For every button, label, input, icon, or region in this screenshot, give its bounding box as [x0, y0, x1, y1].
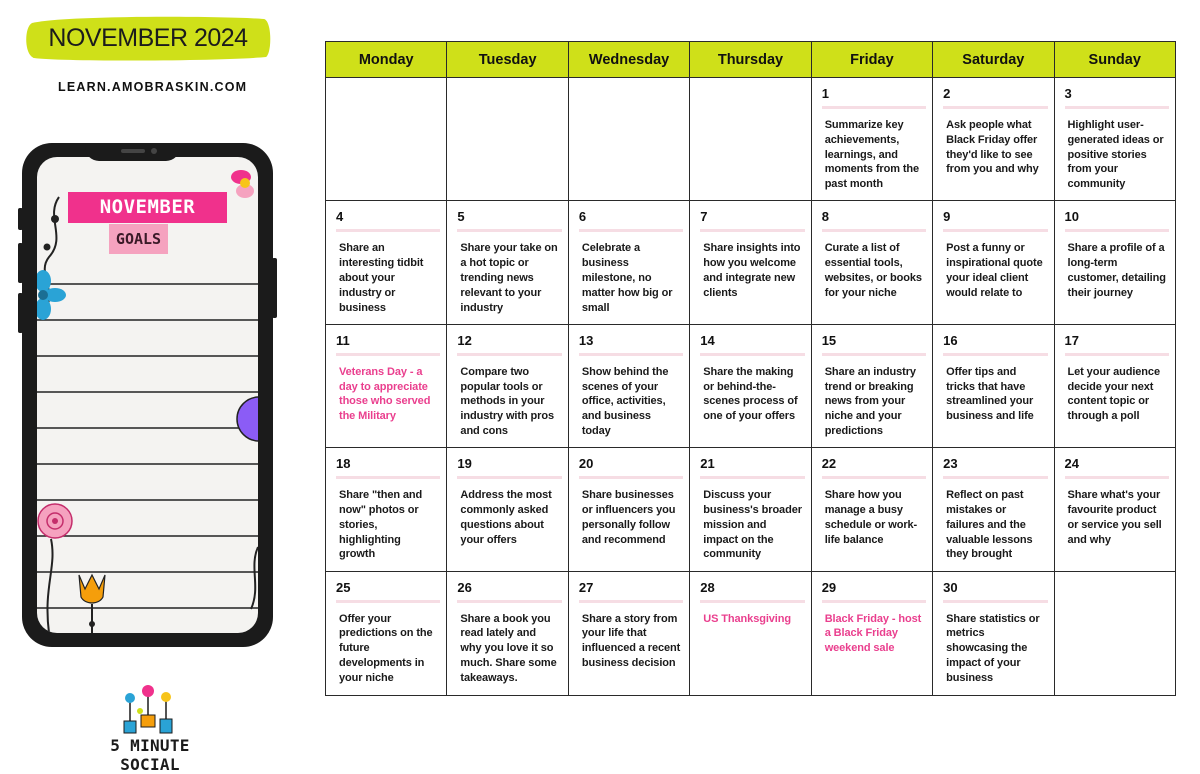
- content-idea: Share statistics or metrics showcasing the impact of your business: [946, 612, 1040, 684]
- day-divider: [822, 600, 926, 603]
- day-number: 9: [943, 209, 951, 225]
- content-idea: Highlight user-generated ideas or positive stories from your community: [1067, 119, 1164, 191]
- phone-button: [18, 243, 23, 283]
- day-number: 7: [700, 209, 708, 225]
- calendar-week: [326, 325, 1175, 448]
- day-number: 23: [943, 456, 958, 472]
- day-number: 27: [578, 579, 594, 595]
- weekday-tuesday: Tuesday: [447, 42, 568, 78]
- day-cell: [326, 448, 447, 571]
- day-cell: [690, 572, 811, 695]
- day-cell: [933, 572, 1054, 695]
- day-divider: [700, 353, 804, 356]
- day-number: 20: [578, 456, 594, 472]
- content-idea: Reflect on past mistakes or failures and the valuable lessons they brought: [946, 489, 1033, 561]
- flower-pots-icon: [120, 683, 180, 735]
- day-cell: [569, 201, 690, 324]
- content-idea: Post a funny or inspirational quote your ideal client would relate to: [946, 242, 1043, 299]
- weekday-monday: Monday: [326, 42, 447, 78]
- day-divider: [579, 476, 683, 479]
- day-number: 18: [336, 456, 351, 472]
- day-divider: [943, 229, 1047, 232]
- day-cell: [812, 325, 933, 448]
- day-divider: [700, 229, 804, 232]
- day-cell: [447, 572, 568, 695]
- content-idea: Share a book you read lately and why you love it so much. Share some takeaways.: [460, 612, 557, 684]
- weekday-wednesday: Wednesday: [569, 42, 690, 78]
- day-divider: [1065, 353, 1169, 356]
- day-number: 14: [700, 332, 715, 348]
- day-cell: [447, 201, 568, 324]
- day-number: 8: [821, 209, 829, 225]
- day-number: 25: [336, 579, 351, 595]
- day-divider: [1065, 106, 1169, 109]
- content-idea: Share the making or behind-the-scenes process of one of your offers: [703, 365, 798, 423]
- day-number: 4: [336, 209, 344, 225]
- day-divider: [1065, 476, 1169, 479]
- day-number: 24: [1064, 456, 1079, 472]
- content-idea: Share a story from your life that influenced a recent business decision: [581, 612, 681, 669]
- phone-screen: [37, 157, 258, 633]
- day-divider: [700, 600, 804, 603]
- content-idea: Offer tips and tricks that have streamlined your business and life: [946, 365, 1034, 423]
- day-divider: [700, 476, 804, 479]
- weekday-saturday: Saturday: [933, 42, 1054, 78]
- phone-button: [272, 258, 277, 318]
- day-number: 29: [821, 579, 837, 595]
- day-divider: [336, 353, 440, 356]
- day-number: 22: [821, 456, 837, 472]
- day-divider: [943, 476, 1047, 479]
- day-cell: [569, 448, 690, 571]
- day-divider: [457, 476, 561, 479]
- calendar-week: [326, 201, 1175, 324]
- day-number: 12: [457, 332, 472, 348]
- phone-button: [18, 208, 23, 230]
- weekday-header: [326, 42, 1175, 78]
- november-banner: NOVEMBER: [68, 192, 227, 223]
- day-cell: [933, 325, 1054, 448]
- content-idea: Share insights into how you welcome and integrate new clients: [703, 242, 801, 299]
- day-cell: [812, 78, 933, 201]
- empty-day-cell: [447, 78, 568, 201]
- content-idea: Let your audience decide your next content topic or through a poll: [1067, 365, 1160, 423]
- content-idea: Share your take on a hot topic or trending news relevant to your industry: [460, 242, 558, 314]
- day-cell: [326, 325, 447, 448]
- day-divider: [457, 600, 561, 603]
- content-idea: Share businesses or influencers you personally follow and recommend: [581, 489, 676, 546]
- content-idea: Compare two popular tools or methods in your industry with pros and cons: [460, 365, 554, 437]
- day-cell: [690, 201, 811, 324]
- day-cell: [326, 201, 447, 324]
- day-divider: [943, 353, 1047, 356]
- calendar-week: [326, 572, 1175, 695]
- title-banner: [24, 13, 272, 63]
- brand-name: 5 MINUTE SOCIAL: [110, 736, 190, 774]
- day-number: 21: [700, 456, 715, 472]
- day-number: 1: [821, 86, 829, 101]
- phone-illustration: [22, 143, 273, 647]
- phone-notch: [85, 143, 180, 161]
- day-cell: [1055, 78, 1175, 201]
- content-idea: Celebrate a business milestone, no matter how big or small: [581, 242, 673, 314]
- content-idea: Share a profile of a long-term customer, detailing their journey: [1067, 242, 1166, 299]
- day-cell: [812, 448, 933, 571]
- day-number: 6: [578, 209, 587, 225]
- day-divider: [579, 353, 683, 356]
- empty-day-cell: [1055, 572, 1175, 695]
- weekday-thursday: Thursday: [690, 42, 811, 78]
- empty-day-cell: [326, 78, 447, 201]
- content-idea: Discuss your business's broader mission and impact on the community: [703, 489, 802, 561]
- day-cell: [690, 325, 811, 448]
- calendar-grid: [325, 41, 1176, 696]
- content-idea: Summarize key achievements, learnings, and moments from the past month: [824, 119, 920, 191]
- day-divider: [822, 106, 926, 109]
- day-cell: [933, 201, 1054, 324]
- day-number: 30: [943, 579, 958, 595]
- day-cell: [933, 448, 1054, 571]
- weekday-sunday: Sunday: [1055, 42, 1175, 78]
- content-idea: Share an industry trend or breaking news from your niche and your predictions: [824, 365, 916, 437]
- page-title: NOVEMBER 2024: [48, 24, 248, 52]
- holiday-text: Veterans Day - a day to appreciate those who served the Military: [339, 365, 431, 423]
- calendar-weeks: [326, 78, 1175, 695]
- holiday-text: Black Friday - host a Black Friday weekend sale: [824, 612, 922, 655]
- phone-button: [18, 293, 23, 333]
- brand-logo: [88, 683, 212, 774]
- day-divider: [1065, 229, 1169, 232]
- day-cell: [812, 572, 933, 695]
- day-number: 3: [1064, 86, 1072, 101]
- day-cell: [447, 325, 568, 448]
- website-link[interactable]: LEARN.AMOBRASKIN.COM: [58, 80, 248, 94]
- day-cell: [690, 448, 811, 571]
- calendar-week: [326, 448, 1175, 571]
- day-number: 15: [821, 332, 837, 348]
- holiday-text: US Thanksgiving: [703, 612, 792, 625]
- day-number: 26: [457, 579, 472, 595]
- day-cell: [812, 201, 933, 324]
- content-idea: Show behind the scenes of your office, activities, and business today: [581, 365, 669, 437]
- day-divider: [822, 476, 926, 479]
- day-number: 5: [457, 209, 465, 225]
- day-number: 13: [578, 332, 594, 348]
- content-idea: Share an interesting tidbit about your industry or business: [339, 242, 424, 314]
- day-cell: [1055, 325, 1175, 448]
- weekday-friday: Friday: [812, 42, 933, 78]
- calendar-week: [326, 78, 1175, 201]
- day-divider: [579, 229, 683, 232]
- day-divider: [336, 476, 440, 479]
- day-divider: [457, 353, 561, 356]
- day-divider: [457, 229, 561, 232]
- content-idea: Curate a list of essential tools, websites, or books for your niche: [824, 242, 922, 299]
- day-cell: [569, 572, 690, 695]
- day-cell: [326, 572, 447, 695]
- content-idea: Address the most commonly asked questions about your offers: [460, 489, 552, 546]
- day-number: 2: [943, 86, 951, 101]
- day-divider: [822, 353, 926, 356]
- content-idea: Share "then and now" photos or stories, highlighting growth: [339, 489, 423, 561]
- day-divider: [336, 600, 440, 603]
- day-number: 10: [1064, 209, 1079, 225]
- day-divider: [943, 106, 1047, 109]
- day-cell: [569, 325, 690, 448]
- content-idea: Offer your predictions on the future developments in your niche: [339, 612, 433, 684]
- day-divider: [336, 229, 440, 232]
- content-idea: Share what's your favourite product or service you sell and why: [1067, 489, 1162, 546]
- day-divider: [822, 229, 926, 232]
- day-number: 17: [1064, 332, 1079, 348]
- day-cell: [447, 448, 568, 571]
- content-idea: Share how you manage a busy schedule or work-life balance: [824, 489, 918, 546]
- day-number: 19: [457, 456, 472, 472]
- empty-day-cell: [690, 78, 811, 201]
- day-divider: [943, 600, 1047, 603]
- day-cell: [1055, 201, 1175, 324]
- day-cell: [1055, 448, 1175, 571]
- empty-day-cell: [569, 78, 690, 201]
- day-number: 16: [943, 332, 958, 348]
- day-number: 28: [700, 579, 715, 595]
- day-divider: [579, 600, 683, 603]
- day-cell: [933, 78, 1054, 201]
- goals-banner: GOALS: [109, 224, 168, 254]
- day-number: 11: [336, 332, 350, 348]
- content-idea: Ask people what Black Friday offer they'd like to see from you and why: [946, 119, 1039, 176]
